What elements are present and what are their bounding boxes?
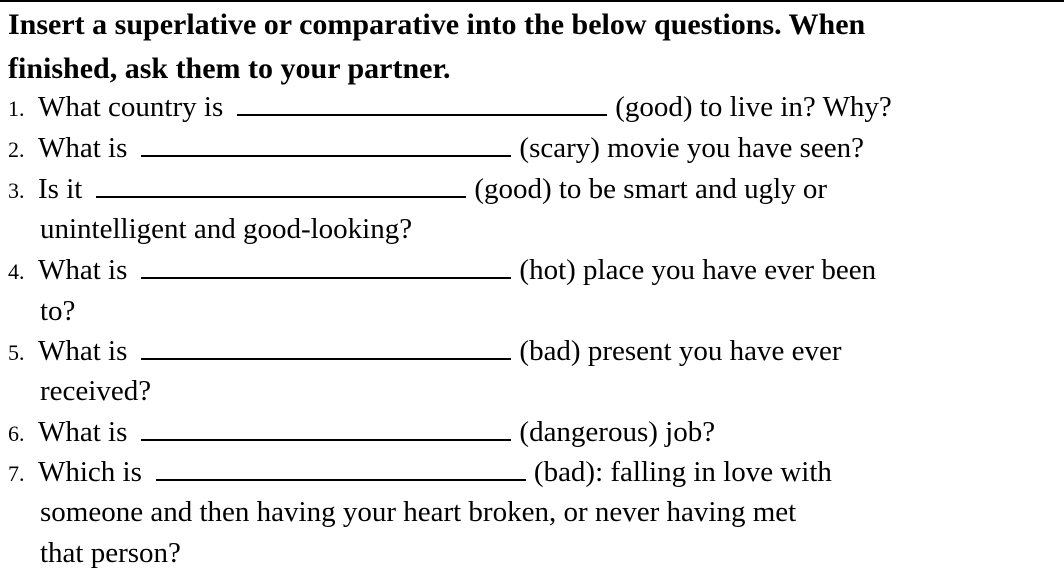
question-text: What is (38, 132, 128, 164)
question-4 (8, 253, 876, 289)
question-number: 2. (8, 137, 25, 162)
answer-blank[interactable] (141, 336, 511, 360)
question-number: 7. (8, 461, 25, 486)
question-4-continuation: to? (40, 295, 76, 327)
question-3 (8, 172, 827, 208)
question-2 (8, 131, 864, 167)
question-number: 3. (8, 178, 25, 203)
question-text: What country is (38, 91, 224, 123)
question-number: 5. (8, 340, 25, 365)
question-hint: (scary) movie you have seen? (519, 132, 865, 164)
answer-blank[interactable] (96, 174, 466, 198)
question-text: Is it (38, 173, 83, 205)
answer-blank[interactable] (141, 255, 511, 279)
instructions-line-1: Insert a superlative or comparative into the below questions. When (8, 8, 866, 41)
question-7-continuation-2: that person? (40, 537, 181, 569)
answer-blank[interactable] (141, 133, 511, 157)
question-number: 1. (8, 96, 25, 121)
question-7 (8, 455, 832, 491)
question-hint: (bad) present you have ever (519, 335, 842, 367)
question-text: What is (38, 254, 128, 286)
question-3-continuation: unintelligent and good-looking? (40, 213, 413, 245)
question-hint: (hot) place you have ever been (519, 254, 877, 286)
question-7-continuation: someone and then having your heart broken, or never having met (40, 496, 797, 528)
question-number: 6. (8, 421, 25, 446)
question-hint: (good) to live in? Why? (615, 91, 892, 123)
question-hint: (dangerous) job? (519, 416, 716, 448)
answer-blank[interactable] (141, 417, 511, 441)
question-hint: (bad): falling in love with (533, 456, 832, 488)
question-5-continuation: received? (40, 375, 152, 407)
question-hint: (good) to be smart and ugly or (474, 173, 828, 205)
question-text: Which is (38, 456, 142, 488)
question-text: What is (38, 416, 128, 448)
answer-blank[interactable] (237, 92, 607, 116)
question-6 (8, 415, 715, 451)
question-number: 4. (8, 259, 25, 284)
question-5 (8, 334, 841, 370)
question-1 (8, 90, 892, 126)
instructions-line-2: finished, ask them to your partner. (8, 52, 451, 85)
question-text: What is (38, 335, 128, 367)
answer-blank[interactable] (156, 457, 526, 481)
